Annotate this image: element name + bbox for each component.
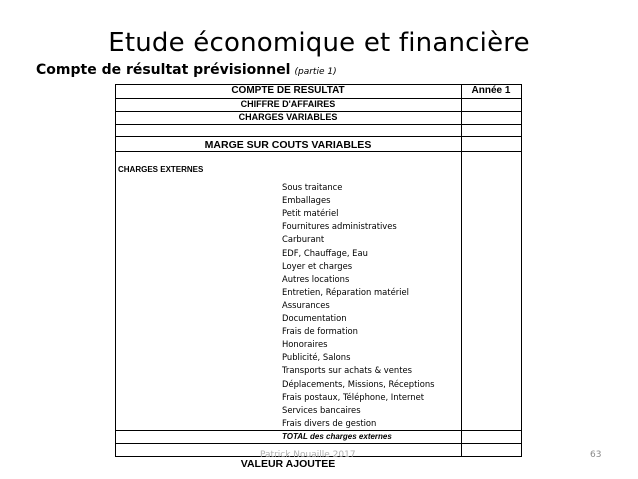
charges-externes-label: CHARGES EXTERNES (118, 165, 204, 174)
footer-author: Patrick Nouaille 2017 (260, 450, 356, 460)
expense-item: Fournitures administratives (282, 221, 397, 232)
chiffre-affaires-label: CHIFFRE D'AFFAIRES (240, 99, 336, 109)
subtitle-part: (partie 1) (294, 67, 337, 77)
slide-title: Etude économique et financière (108, 28, 530, 58)
expense-item: Sous traitance (282, 182, 343, 192)
marge-label: MARGE SUR COUTS VARIABLES (204, 139, 372, 151)
page-number: 63 (590, 450, 602, 460)
expense-item: Déplacements, Missions, Réceptions (282, 378, 435, 389)
expense-item: Assurances (282, 299, 330, 310)
expense-item: Frais divers de gestion (282, 417, 377, 428)
expense-item: Frais postaux, Téléphone, Internet (282, 391, 425, 402)
expense-item: Loyer et charges (282, 260, 353, 271)
expense-item: Entretien, Réparation matériel (282, 286, 409, 297)
expense-item: Transports sur achats & ventes (282, 365, 412, 376)
subtitle-text: Compte de résultat prévisionnel (36, 62, 291, 78)
expense-item: EDF, Chauffage, Eau (282, 247, 368, 258)
expense-item: Emballages (282, 195, 331, 206)
expense-item: Publicité, Salons (282, 352, 351, 363)
expense-item: Documentation (282, 313, 347, 323)
expense-item: Services bancaires (282, 404, 361, 415)
expense-item: Autres locations (282, 273, 350, 284)
expense-item: Carburant (282, 234, 325, 245)
valeur-ajoutee-label: VALEUR AJOUTEE (240, 458, 336, 470)
income-statement-table (115, 84, 522, 479)
expense-item: Honoraires (282, 339, 328, 350)
expense-item: Frais de formation (282, 326, 358, 337)
total-label: TOTAL des charges externes (282, 432, 392, 441)
charges-variables-label: CHARGES VARIABLES (238, 112, 338, 122)
expense-item: Petit matériel (282, 208, 339, 219)
slide-subtitle (36, 62, 337, 78)
year-label: Année 1 (471, 85, 511, 96)
header-label: COMPTE DE RESULTAT (231, 85, 345, 96)
